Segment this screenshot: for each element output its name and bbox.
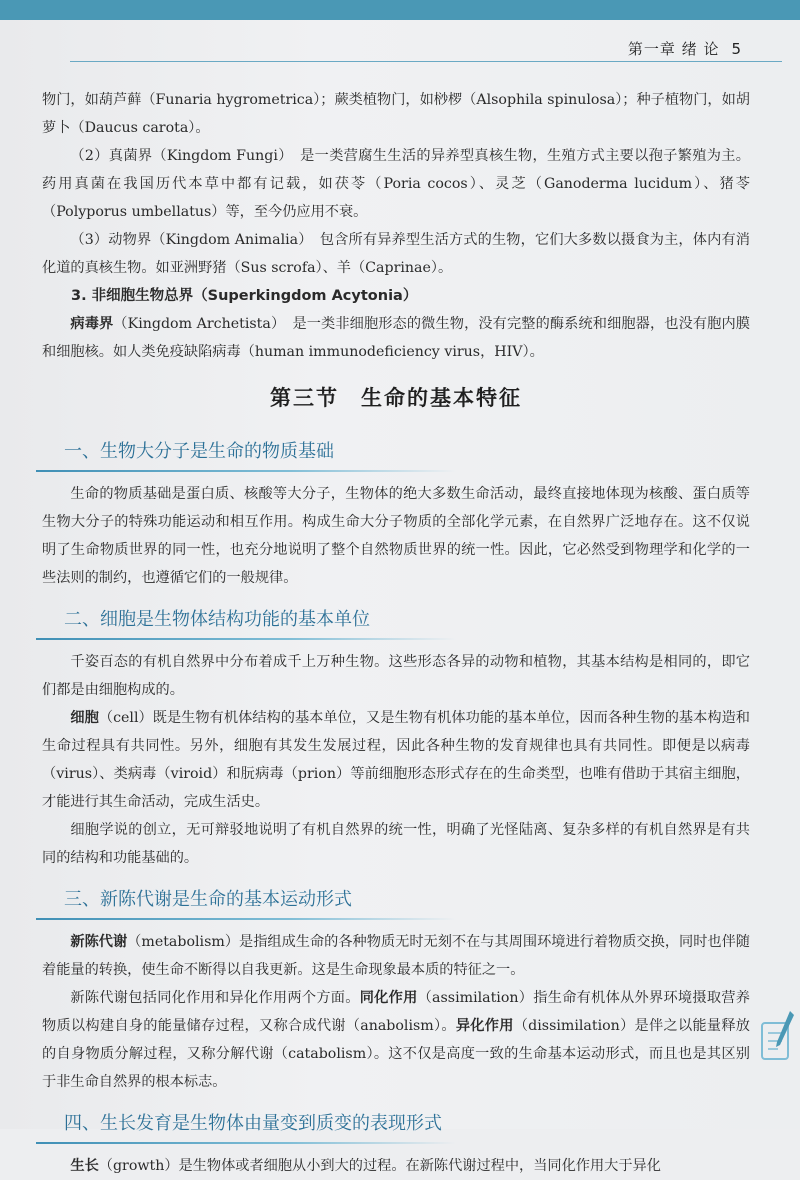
chapter-title: 第一章 绪 论 [627, 40, 720, 58]
running-head [628, 38, 742, 59]
header-rule [70, 61, 782, 62]
heading-growth: 四、生长发育是生物体由量变到质变的表现形式 [36, 1108, 444, 1142]
paragraph-growth-text: （growth）是生物体或者细胞从小到大的过程。在新陈代谢过程中，当同化作用大于异化 [98, 1158, 661, 1174]
term-metabolism: 新陈代谢 [70, 934, 128, 950]
term-cell: 细胞 [70, 710, 99, 726]
paragraph-cell-2-text: （cell）既是生物有机体结构的基本单位，又是生物有机体功能的基本单位，因而各种生物的基本构造和生命过程具有共同性。另外，细胞有其发生发展过程，因此各种生物的发育规律也具有共同性。即便是以病毒（virus）、类病毒（viroid）和朊病毒（prion）等前细胞形态形式存在的生命类型，也唯有借助于其宿主细胞，才能进行其生命活动，完成生活史。 [42, 710, 750, 810]
paragraph-metabolism-2-b: （assimilation）指生命有机体从外界环境摄取营养物质以构建自身的能量储存过程，又称合成代谢（anabolism）。 [42, 990, 750, 1034]
term-virus-kingdom: 病毒界 [70, 316, 114, 332]
section-name: 生命的基本特征 [361, 385, 522, 410]
subheading-acytonia: 3. 非细胞生物总界（Superkingdom Acytonia） [71, 288, 418, 304]
paragraph-metabolism-1-text: （metabolism）是指组成生命的各种物质无时无刻不在与其周围环境进行着物质交换，同时也伴随着能量的转换，使生命不断得以自我更新。这是生命现象最本质的特征之一。 [42, 934, 750, 978]
paragraph-metabolism-2-a: 新陈代谢包括同化作用和异化作用两个方面。 [70, 990, 360, 1006]
paragraph-plants: 物门，如葫芦藓（Funaria hygrometrica）；蕨类植物门，如桫椤（Alsophila spinulosa）；种子植物门，如胡萝卜（Daucus carota）。 [42, 92, 750, 136]
pen-icon [760, 1005, 796, 1069]
paragraph-metabolism-2 [42, 984, 750, 1096]
term-dissimilation: 异化作用 [455, 1018, 514, 1034]
heading-metabolism: 三、新陈代谢是生命的基本运动形式 [36, 884, 444, 918]
section-number: 第三节 [270, 385, 339, 410]
heading-cell: 二、细胞是生物体结构功能的基本单位 [36, 604, 444, 638]
top-color-band [0, 0, 800, 20]
paragraph-macromolecules: 生命的物质基础是蛋白质、核酸等大分子，生物体的绝大多数生命活动，最终直接地体现为核酸、蛋白质等生物大分子的特殊功能运动和相互作用。构成生命大分子物质的全部化学元素，在自然界广泛地存在。这不仅说明了生命物质世界的同一性，也充分地说明了整个自然物质世界的统一性。因此，它必然受到物理学和化学的一些法则的制约，也遵循它们的一般规律。 [42, 486, 750, 586]
paragraph-cell-2 [42, 704, 750, 816]
paragraph-fungi: （2）真菌界（Kingdom Fungi） 是一类营腐生生活的异养型真核生物，生殖方式主要以孢子繁殖为主。药用真菌在我国历代本草中都有记载，如茯苓（Poria cocos）、灵芝（Ganoderma lucidum）、猪苓（Polyporus umbellatus）等，至今仍应用不衰。 [42, 148, 750, 220]
page-body [42, 86, 750, 1180]
page-number: 5 [731, 40, 742, 58]
term-assimilation: 同化作用 [359, 990, 418, 1006]
paragraph-growth [42, 1152, 750, 1180]
paragraph-cell-3: 细胞学说的创立，无可辩驳地说明了有机自然界的统一性，明确了光怪陆离、复杂多样的有机自然界是有共同的结构和功能基础的。 [42, 822, 750, 866]
paragraph-virus [42, 310, 750, 366]
paragraph-virus-text: （Kingdom Archetista） 是一类非细胞形态的微生物，没有完整的酶系统和细胞器，也没有胞内膜和细胞核。如人类免疫缺陷病毒（human immunodeficiency virus，HIV）。 [42, 316, 750, 360]
paragraph-animalia: （3）动物界（Kingdom Animalia） 包含所有异养型生活方式的生物，它们大多数以摄食为主，体内有消化道的真核生物。如亚洲野猪（Sus scrofa）、羊（Caprinae）。 [42, 232, 750, 276]
heading-macromolecules: 一、生物大分子是生命的物质基础 [36, 436, 444, 470]
paragraph-metabolism-2-c: （dissimilation）是伴之以能量释放的自身物质分解过程，又称分解代谢（catabolism）。这不仅是高度一致的生命基本运动形式，而且也是其区别于非生命自然界的根本标志。 [42, 1018, 750, 1090]
section-title [42, 384, 750, 412]
paragraph-cell-1: 千姿百态的有机自然界中分布着成千上万种生物。这些形态各异的动物和植物，其基本结构是相同的，即它们都是由细胞构成的。 [42, 654, 750, 698]
paragraph-metabolism-1 [42, 928, 750, 984]
term-growth: 生长 [70, 1158, 99, 1174]
